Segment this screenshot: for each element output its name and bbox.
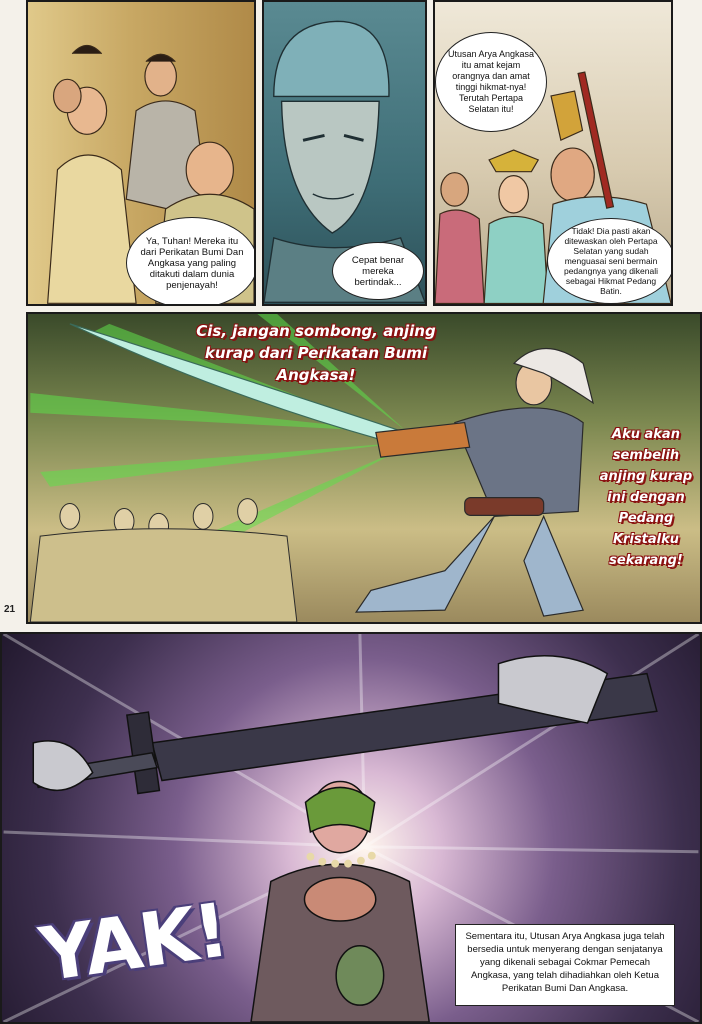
panel-helmeted-man [262,0,427,306]
page-number: 21 [4,604,16,615]
panel-crystal-sword [26,312,702,624]
narration-caption: Sementara itu, Utusan Arya Angkasa juga telah bersedia untuk menyerang dengan senjatanya yang dikenali sebagai Cokmar Pemecah Angkasa, yang telah dihadiahkan oleh Ketua Perikatan Bumi Dan Angkasa. [455,924,675,1006]
speech-bubble-helmeted-man: Cepat benar mereka bertindak... [332,242,424,300]
panel-onlookers [433,0,673,306]
shout-text-top: Cis, jangan sombong, anjing kurap dari Perikatan Bumi Angkasa! [196,322,436,384]
speech-bubble-onlooker-bottom: Tidak! Dia pasti akan ditewaskan oleh Pertapa Selatan yang sudah menguasai seni bermain pedangnya yang dikenali sebagai Hikmat Pedang Batin. [547,218,673,304]
shout-text-right: Aku akan sembelih anjing kurap ini dengan Pedang Kristalku sekarang! [599,427,693,568]
speech-bubble-onlooker-top: Utusan Arya Angkasa itu amat kejam orangnya dan amat tinggi hikmat-nya! Terutah Pertapa Selatan itu! [435,32,547,132]
panel-crowd-fear [26,0,256,306]
sound-effect-text: YAK! [34,887,232,999]
speech-bubble-crowd: Ya, Tuhan! Mereka itu dari Perikatan Bumi Dan Angkasa yang paling ditakuti dalam dunia penjenayah! [126,217,256,306]
